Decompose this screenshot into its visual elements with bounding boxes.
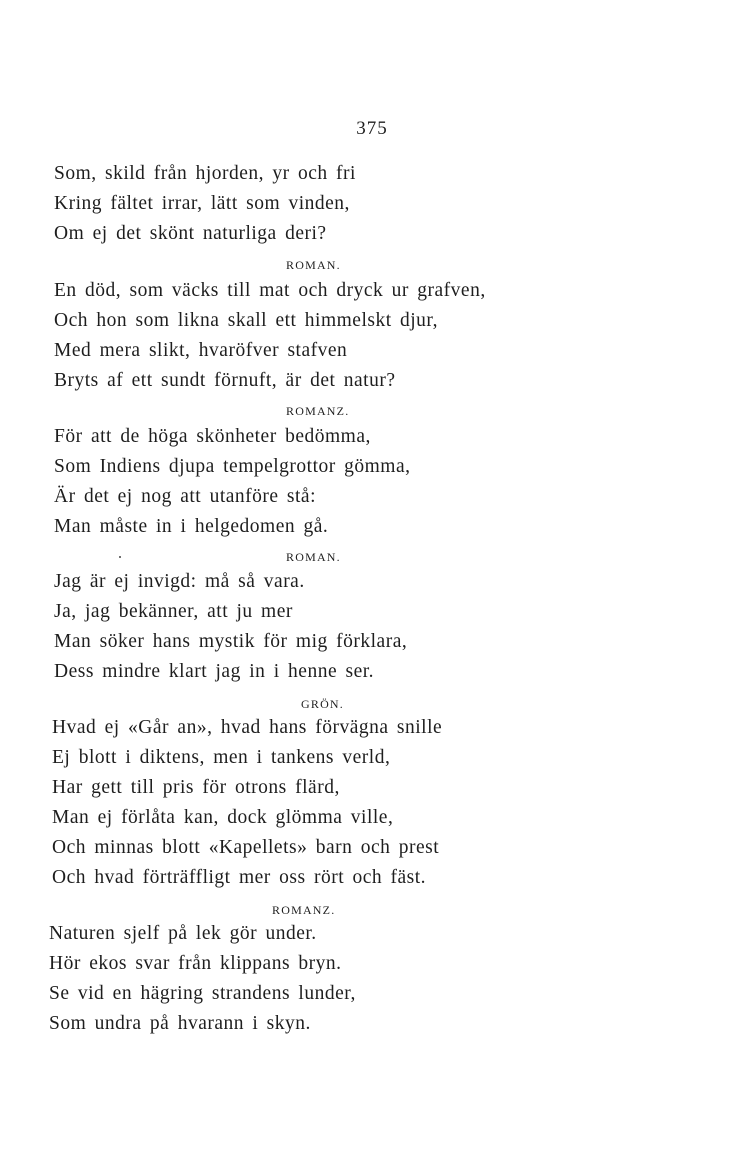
verse-line: Se vid en hägring strandens lunder, — [49, 983, 356, 1004]
page-number: 375 — [356, 118, 388, 139]
verse-line: För att de höga skönheter bedömma, — [54, 426, 371, 447]
verse-line: Hvad ej «Går an», hvad hans förvägna snille — [52, 717, 443, 738]
verse-line: Har gett till pris för otrons flärd, — [52, 777, 340, 798]
verse-line: Med mera slikt, hvaröfver stafven — [54, 340, 348, 361]
verse-line: Ej blott i diktens, men i tankens verld, — [52, 747, 391, 768]
verse-line: Bryts af ett sundt förnuft, är det natur? — [54, 370, 396, 391]
verse-line: Jag är ej invigd: må så vara. — [54, 571, 305, 592]
verse-line: Man söker hans mystik för mig förklara, — [54, 631, 408, 652]
verse-line: En död, som väcks till mat och dryck ur grafven, — [54, 280, 486, 301]
verse-line: Man ej förlåta kan, dock glömma ville, — [52, 807, 394, 828]
verse-line: Är det ej nog att utanföre stå: — [54, 486, 317, 507]
verse-line: Och minnas blott «Kapellets» barn och prest — [52, 837, 440, 858]
print-speck — [119, 556, 121, 558]
verse-line: Ja, jag bekänner, att ju mer — [54, 601, 293, 622]
verse-line: Man måste in i helgedomen gå. — [54, 516, 329, 537]
speaker-name: ROMAN. — [286, 258, 341, 272]
speaker-name: ROMANZ. — [272, 903, 336, 917]
verse-line: Och hvad förträffligt mer oss rört och fäst. — [52, 867, 427, 888]
verse-line: Som, skild från hjorden, yr och fri — [54, 163, 356, 184]
verse-line: Och hon som likna skall ett himmelskt djur, — [54, 310, 439, 331]
verse-line: Kring fältet irrar, lätt som vinden, — [54, 193, 350, 214]
verse-line: Dess mindre klart jag in i henne ser. — [54, 661, 375, 682]
speaker-name: ROMAN. — [286, 550, 341, 564]
verse-line: Som undra på hvarann i skyn. — [49, 1013, 311, 1034]
verse-line: Hör ekos svar från klippans bryn. — [49, 953, 342, 974]
speaker-name: ROMANZ. — [286, 404, 350, 418]
verse-line: Naturen sjelf på lek gör under. — [49, 923, 317, 944]
speaker-name: GRÖN. — [301, 697, 345, 711]
verse-line: Som Indiens djupa tempelgrottor gömma, — [54, 456, 411, 477]
verse-line: Om ej det skönt naturliga deri? — [54, 223, 327, 244]
